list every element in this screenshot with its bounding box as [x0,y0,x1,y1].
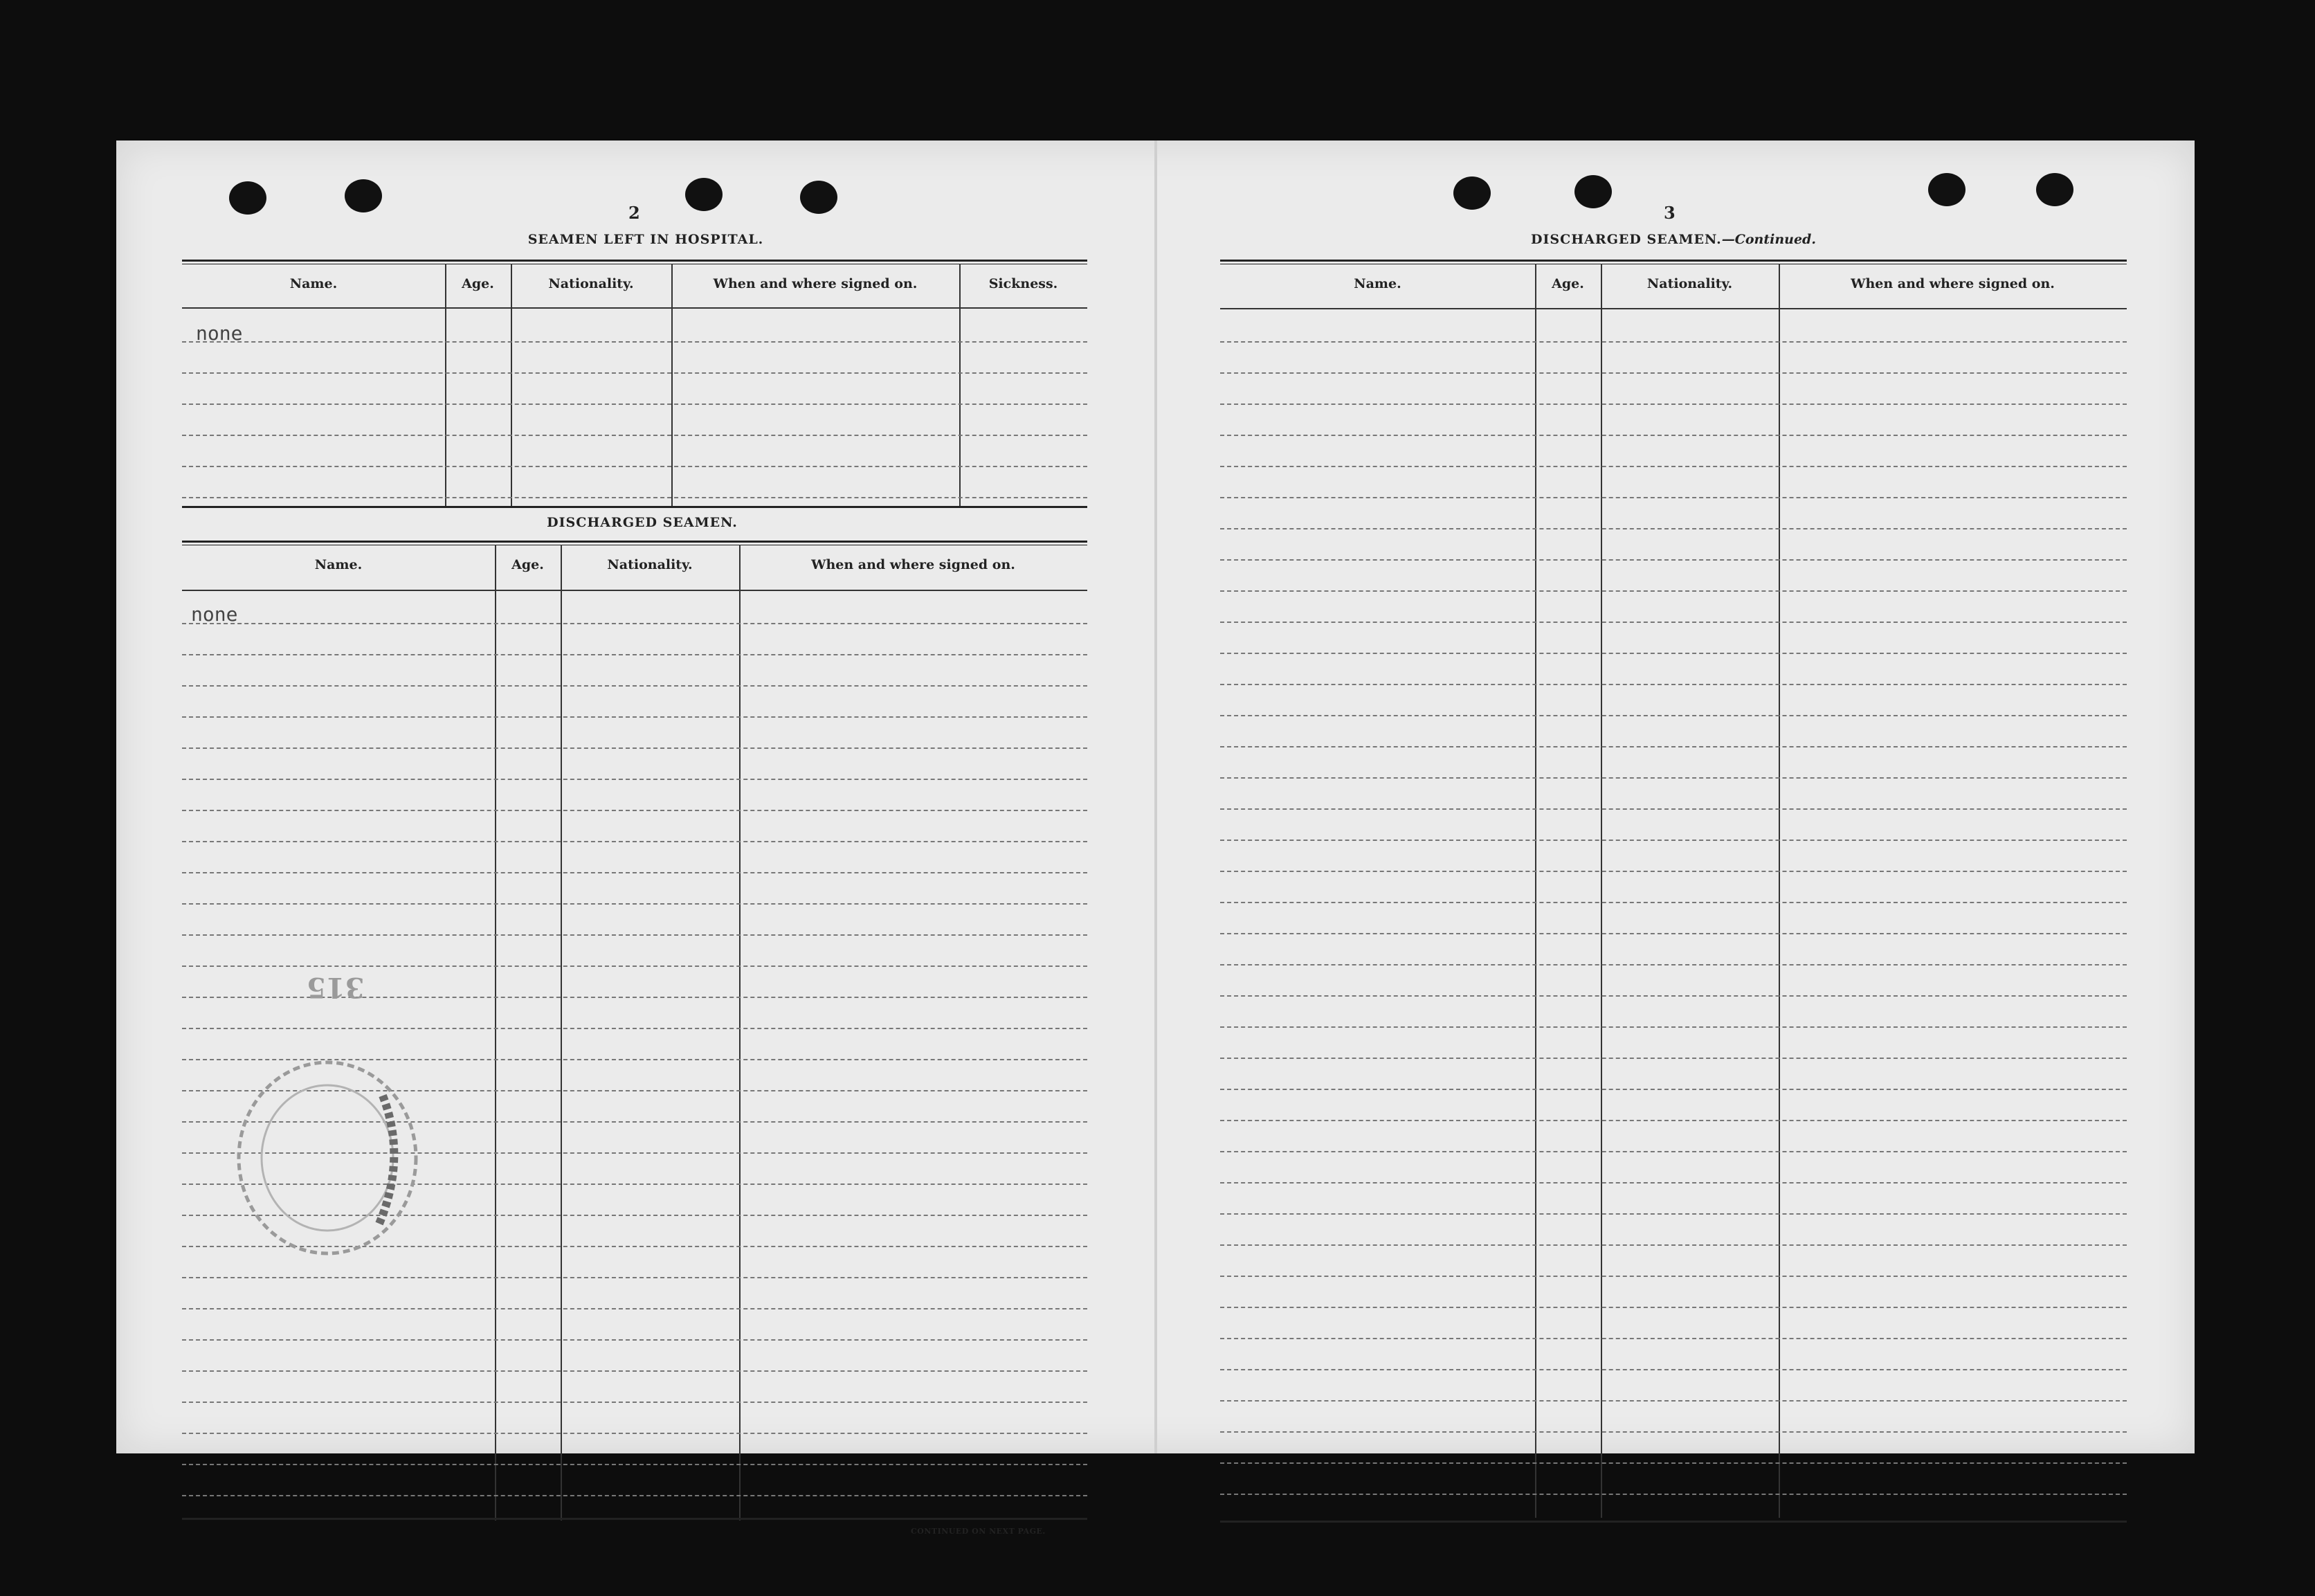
hospital-top-rule [182,260,1087,264]
ruled-row-line [182,810,1087,811]
right-col-divider [1779,264,1780,1518]
ruled-row-line [182,1277,1087,1278]
discharged-bottom-rule [182,1518,1087,1520]
ruled-row-line [1220,715,2127,716]
punch-hole [1574,175,1612,208]
punch-hole [345,179,382,212]
stamp-number: 315 [307,971,365,1004]
punch-hole [1453,176,1491,210]
ruled-row-line [182,341,1087,343]
ruled-row-line [1220,590,2127,592]
discharged-col-divider [495,545,496,1521]
discharged-top-rule [182,541,1087,545]
discharged-header-rule [182,590,1087,591]
hospital-col-divider [959,264,961,506]
ruled-row-line [1220,372,2127,374]
hospital-section-title: SEAMEN LEFT IN HOSPITAL. [527,232,764,247]
ruled-row-line [1220,435,2127,436]
hospital-col-divider [671,264,673,506]
ruled-row-line [1220,466,2127,467]
ruled-row-line [182,435,1087,436]
ruled-row-line [182,1370,1087,1372]
title-main: DISCHARGED SEAMEN. [1531,232,1722,247]
ruled-row-line [1220,1276,2127,1277]
ruled-row-line [1220,684,2127,685]
page-fold [1154,140,1157,1453]
ruled-row-line [182,1308,1087,1309]
ruled-row-line [1220,497,2127,498]
ruled-row-line [182,747,1087,749]
ruled-row-line [182,872,1087,873]
ruled-row-line [1220,746,2127,747]
right-header-rule [1220,308,2127,309]
ruled-row-line [1220,341,2127,343]
page-number: 2 [628,203,640,223]
ruled-row-line [1220,1182,2127,1184]
punch-hole [229,181,266,215]
ruled-row-line [1220,995,2127,997]
right-col-signed-on: When and where signed on. [1851,276,2055,291]
ruled-row-line [182,466,1087,467]
ruled-row-line [1220,1400,2127,1402]
discharged-section-title: DISCHARGED SEAMEN. [547,515,738,530]
right-col-name: Name. [1354,276,1401,291]
discharged-col-age: Age. [511,557,544,572]
ruled-row-line [1220,1338,2127,1339]
ruled-row-line [1220,1151,2127,1152]
ruled-row-line [182,1339,1087,1341]
ruled-row-line [1220,528,2127,529]
ruled-row-line [1220,1058,2127,1059]
hospital-col-name: Name. [289,276,338,291]
ruled-row-line [1220,808,2127,810]
hospital-entry: none [196,322,243,345]
punch-hole [685,178,723,211]
ruled-row-line [1220,1244,2127,1246]
ruled-row-line [182,654,1087,655]
ruled-row-line [1220,653,2127,654]
ruled-row-line [1220,559,2127,561]
circular-stamp-mark [224,1054,424,1262]
punch-hole [800,181,837,214]
ruled-row-line [1220,1462,2127,1464]
hospital-col-age: Age. [462,276,494,291]
punch-hole [2036,173,2073,206]
right-bottom-rule [1220,1521,2127,1523]
discharged-col-divider [561,545,562,1521]
ruled-row-line [182,1028,1087,1029]
discharged-entry: none [191,603,238,626]
ruled-row-line [1220,1213,2127,1215]
continued-footer: CONTINUED ON NEXT PAGE. [911,1527,1046,1536]
ruled-row-line [182,403,1087,405]
hospital-col-sickness: Sickness. [988,276,1058,291]
ruled-row-line [1220,840,2127,841]
discharged-col-nationality: Nationality. [607,557,693,572]
hospital-col-signed-on: When and where signed on. [713,276,918,291]
right-top-rule [1220,260,2127,264]
ruled-row-line [182,841,1087,842]
ruled-row-line [1220,871,2127,872]
discharged-col-signed-on: When and where signed on. [811,557,1015,572]
right-col-age: Age. [1552,276,1584,291]
ruled-row-line [182,934,1087,936]
discharged-col-divider [739,545,741,1521]
discharged-continued-title [1494,232,1853,247]
ruled-row-line [182,1495,1087,1496]
ruled-row-line [1220,1089,2127,1090]
document-paper [116,140,2195,1536]
ruled-row-line [182,497,1087,498]
ruled-row-line [182,716,1087,718]
ruled-row-line [182,623,1087,624]
title-continued: —Continued. [1721,232,1816,247]
ruled-row-line [182,965,1087,967]
right-col-divider [1535,264,1536,1518]
page-number: 3 [1664,203,1676,223]
ruled-row-line [1220,1307,2127,1308]
right-col-nationality: Nationality. [1646,276,1733,291]
ruled-row-line [182,1433,1087,1434]
punch-hole [1928,173,1966,206]
ruled-row-line [1220,1026,2127,1028]
hospital-col-nationality: Nationality. [548,276,634,291]
ruled-row-line [1220,933,2127,934]
ruled-row-line [182,685,1087,687]
ruled-row-line [1220,403,2127,405]
ruled-row-line [1220,622,2127,623]
ruled-row-line [182,1402,1087,1403]
hospital-header-rule [182,307,1087,309]
ruled-row-line [1220,964,2127,965]
ruled-row-line [182,779,1087,780]
hospital-col-divider [445,264,446,506]
ruled-row-line [1220,1494,2127,1495]
hospital-bottom-rule [182,506,1087,508]
ruled-row-line [1220,1431,2127,1433]
ruled-row-line [182,903,1087,905]
discharged-col-name: Name. [314,557,363,572]
ruled-row-line [1220,1369,2127,1370]
hospital-col-divider [511,264,512,506]
ruled-row-line [182,372,1087,374]
ruled-row-line [1220,1120,2127,1121]
ruled-row-line [1220,777,2127,779]
right-col-divider [1601,264,1602,1518]
ruled-row-line [1220,902,2127,903]
ruled-row-line [182,1464,1087,1465]
